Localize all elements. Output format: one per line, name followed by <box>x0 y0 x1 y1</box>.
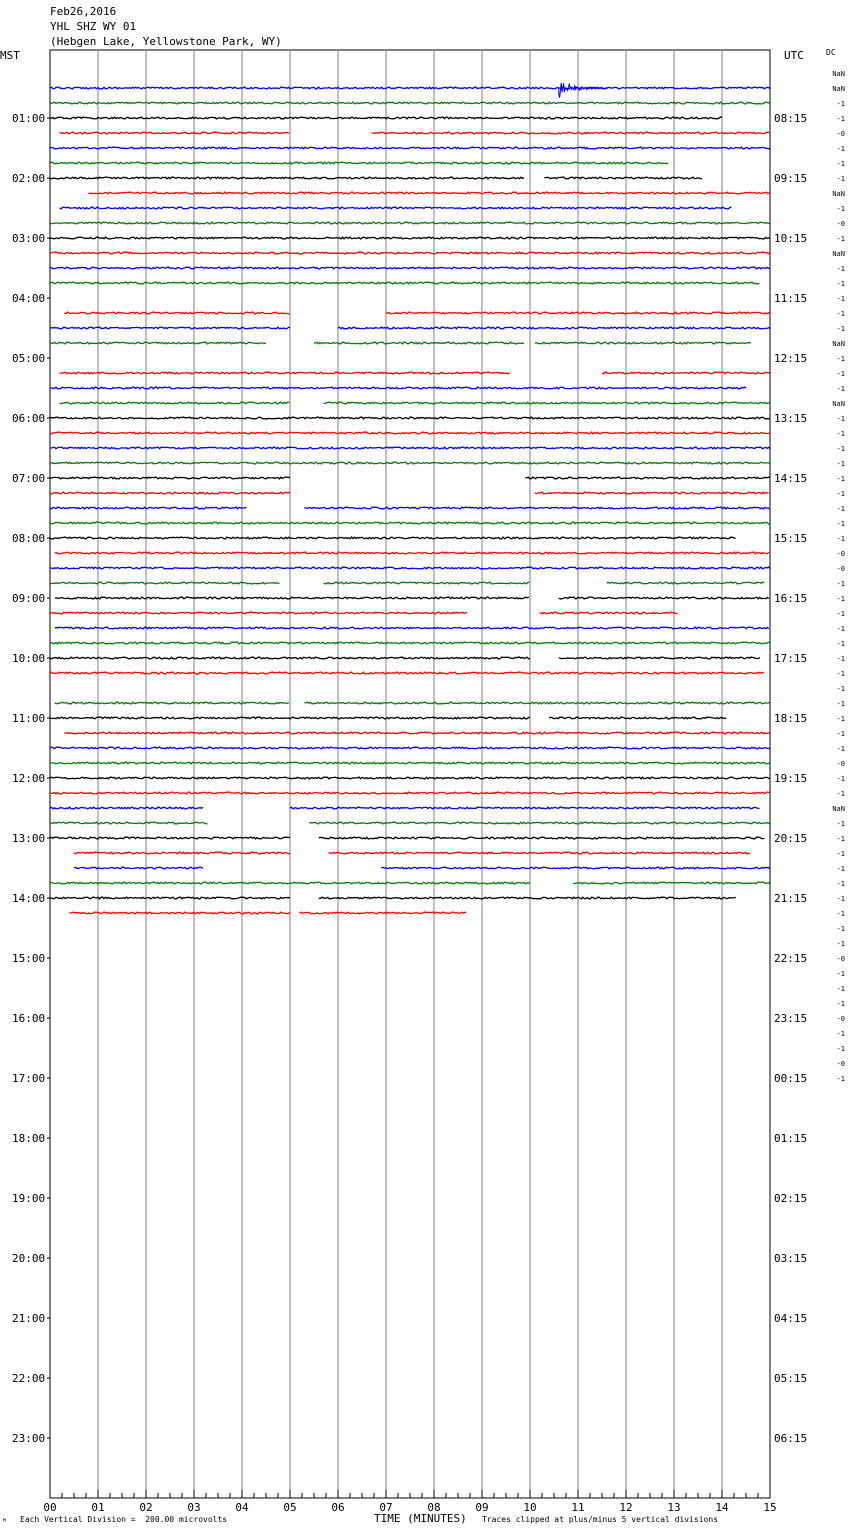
dc-offset-label: -1 <box>836 145 845 153</box>
seismic-trace-segment <box>50 672 764 674</box>
left-hour-label: 09:00 <box>12 592 46 605</box>
seismic-trace-segment <box>50 477 290 479</box>
seismic-trace-segment <box>50 147 770 149</box>
seismic-trace-segment <box>50 327 290 329</box>
left-hour-label: 02:00 <box>12 172 46 185</box>
seismic-trace-segment <box>338 327 770 329</box>
seismic-trace-segment <box>50 582 280 584</box>
dc-offset-label: -1 <box>836 655 845 663</box>
dc-offset-label: -1 <box>836 265 845 273</box>
dc-offset-label: -1 <box>836 490 845 498</box>
seismic-trace-segment <box>549 717 726 719</box>
right-hour-label: 05:15 <box>774 1372 808 1385</box>
right-hour-label: 13:15 <box>774 412 808 425</box>
left-hour-label: 20:00 <box>12 1252 46 1265</box>
dc-offset-label: NaN <box>832 70 845 78</box>
right-hour-label: 23:15 <box>774 1012 808 1025</box>
dc-offset-label: -1 <box>836 175 845 183</box>
x-tick-label: 07 <box>379 1501 393 1514</box>
dc-offset-label: -0 <box>836 130 845 138</box>
dc-offset-label: -1 <box>836 925 845 933</box>
dc-offset-label: -1 <box>836 295 845 303</box>
dc-offset-label: -1 <box>836 160 845 168</box>
dc-offset-label: -1 <box>836 310 845 318</box>
seismic-trace-segment <box>309 822 770 824</box>
x-tick-label: 09 <box>475 1501 489 1514</box>
x-tick-label: 08 <box>427 1501 441 1514</box>
seismic-trace-segment <box>64 312 289 314</box>
dc-offset-label: NaN <box>832 250 845 258</box>
dc-offset-label: -1 <box>836 850 845 858</box>
seismic-trace-segment <box>50 102 770 104</box>
dc-offset-label: -1 <box>836 355 845 363</box>
x-tick-label: 00 <box>43 1501 57 1514</box>
dc-offset-label: -1 <box>836 445 845 453</box>
seismic-trace-segment <box>74 867 203 869</box>
x-tick-label: 03 <box>187 1501 201 1514</box>
x-tick-label: 10 <box>523 1501 537 1514</box>
seismic-trace-segment <box>88 192 769 194</box>
seismic-trace-segment <box>535 342 751 344</box>
x-tick-label: 05 <box>283 1501 297 1514</box>
seismic-trace-segment <box>50 837 290 839</box>
dc-offset-label: -1 <box>836 475 845 483</box>
dc-offset-label: -1 <box>836 595 845 603</box>
dc-column-label: DC <box>826 48 836 57</box>
left-hour-label: 21:00 <box>12 1312 46 1325</box>
right-hour-label: 09:15 <box>774 172 808 185</box>
left-hour-label: 07:00 <box>12 472 46 485</box>
seismic-trace-segment <box>559 597 769 599</box>
dc-offset-label: -1 <box>836 730 845 738</box>
x-tick-label: 12 <box>619 1501 633 1514</box>
right-hour-label: 04:15 <box>774 1312 808 1325</box>
seismic-trace-segment <box>50 162 668 164</box>
seismic-trace-segment <box>324 402 769 404</box>
seismic-trace-segment <box>50 222 770 224</box>
left-timezone-label: MST <box>0 49 20 62</box>
seismic-trace-segment <box>50 87 770 89</box>
right-hour-label: 21:15 <box>774 892 808 905</box>
seismic-trace-segment <box>50 612 467 614</box>
x-tick-label: 11 <box>571 1501 585 1514</box>
left-hour-label: 05:00 <box>12 352 46 365</box>
left-hour-label: 15:00 <box>12 952 46 965</box>
left-hour-label: 22:00 <box>12 1372 46 1385</box>
right-hour-label: 16:15 <box>774 592 808 605</box>
seismic-trace-segment <box>60 372 510 374</box>
dc-offset-label: -1 <box>836 775 845 783</box>
left-hour-label: 19:00 <box>12 1192 46 1205</box>
left-hour-label: 12:00 <box>12 772 46 785</box>
x-tick-label: 02 <box>139 1501 153 1514</box>
seismic-trace-segment <box>50 447 770 449</box>
right-hour-label: 12:15 <box>774 352 808 365</box>
right-hour-label: 06:15 <box>774 1432 808 1445</box>
right-hour-label: 11:15 <box>774 292 808 305</box>
right-hour-label: 18:15 <box>774 712 808 725</box>
seismic-trace-segment <box>50 762 770 764</box>
seismic-trace-segment <box>50 522 770 524</box>
dc-offset-label: -1 <box>836 535 845 543</box>
clip-note: Traces clipped at plus/minus 5 vertical divisions <box>482 1515 719 1524</box>
x-tick-label: 15 <box>763 1501 777 1514</box>
seismic-trace-segment <box>50 567 770 569</box>
dc-offset-label: -1 <box>836 205 845 213</box>
left-hour-label: 10:00 <box>12 652 46 665</box>
seismic-trace-segment <box>60 402 290 404</box>
seismic-trace-segment <box>50 807 203 809</box>
right-hour-label: 08:15 <box>774 112 808 125</box>
left-hour-label: 13:00 <box>12 832 46 845</box>
header-station: YHL SHZ WY 01 <box>50 20 137 33</box>
right-hour-label: 02:15 <box>774 1192 808 1205</box>
dc-offset-label: -1 <box>836 520 845 528</box>
dc-offset-label: -1 <box>836 460 845 468</box>
dc-offset-label: -0 <box>836 550 845 558</box>
seismic-trace-segment <box>304 507 769 509</box>
seismic-trace-segment <box>74 852 290 854</box>
seismic-trace-segment <box>381 867 770 869</box>
left-hour-label: 18:00 <box>12 1132 46 1145</box>
dc-offset-label: -1 <box>836 985 845 993</box>
seismic-trace-segment <box>50 252 770 254</box>
seismic-trace-segment <box>314 342 524 344</box>
dc-offset-label: NaN <box>832 340 845 348</box>
seismic-trace-segment <box>300 912 467 914</box>
seismic-trace-segment <box>50 777 770 779</box>
dc-offset-label: -1 <box>836 115 845 123</box>
dc-offset-label: NaN <box>832 400 845 408</box>
right-hour-label: 19:15 <box>774 772 808 785</box>
left-hour-label: 11:00 <box>12 712 46 725</box>
seismic-trace-segment <box>50 387 746 389</box>
dc-offset-label: -1 <box>836 940 845 948</box>
x-tick-label: 04 <box>235 1501 249 1514</box>
dc-offset-label: -1 <box>836 1030 845 1038</box>
dc-offset-label: -1 <box>836 685 845 693</box>
seismic-trace-segment <box>319 897 736 899</box>
x-tick-label: 14 <box>715 1501 729 1514</box>
seismic-trace-segment <box>525 477 770 479</box>
dc-offset-label: -1 <box>836 715 845 723</box>
left-hour-label: 08:00 <box>12 532 46 545</box>
right-hour-label: 20:15 <box>774 832 808 845</box>
earthquake-event-burst <box>559 83 607 98</box>
left-hour-label: 14:00 <box>12 892 46 905</box>
footer-flag-icon: ᴹ <box>2 1517 7 1526</box>
right-hour-label: 17:15 <box>774 652 808 665</box>
seismic-trace-segment <box>50 342 266 344</box>
dc-offset-label: -1 <box>836 670 845 678</box>
dc-offset-label: -1 <box>836 820 845 828</box>
dc-offset-label: -1 <box>836 100 845 108</box>
dc-offset-label: -1 <box>836 610 845 618</box>
right-hour-label: 03:15 <box>774 1252 808 1265</box>
dc-offset-label: -0 <box>836 1015 845 1023</box>
seismic-trace-segment <box>372 132 769 134</box>
seismic-trace-segment <box>540 612 678 614</box>
seismic-trace-segment <box>50 177 524 179</box>
dc-offset-label: -1 <box>836 970 845 978</box>
left-hour-label: 17:00 <box>12 1072 46 1085</box>
x-tick-label: 01 <box>91 1501 105 1514</box>
seismic-trace-segment <box>50 642 770 644</box>
dc-offset-label: -1 <box>836 235 845 243</box>
left-hour-label: 01:00 <box>12 112 46 125</box>
dc-offset-label: -1 <box>836 370 845 378</box>
dc-offset-label: -1 <box>836 430 845 438</box>
dc-offset-label: -1 <box>836 790 845 798</box>
x-tick-label: 13 <box>667 1501 681 1514</box>
dc-offset-label: -0 <box>836 1060 845 1068</box>
dc-offset-label: -1 <box>836 280 845 288</box>
dc-offset-label: -1 <box>836 415 845 423</box>
left-hour-label: 06:00 <box>12 412 46 425</box>
x-tick-label: 06 <box>331 1501 345 1514</box>
seismic-trace-segment <box>50 492 290 494</box>
dc-offset-label: -1 <box>836 700 845 708</box>
right-hour-label: 22:15 <box>774 952 808 965</box>
dc-offset-label: -1 <box>836 880 845 888</box>
seismic-trace-segment <box>55 702 289 704</box>
seismic-trace-segment <box>50 432 770 434</box>
left-hour-label: 04:00 <box>12 292 46 305</box>
seismic-trace-segment <box>328 852 750 854</box>
seismic-trace-segment <box>50 267 770 269</box>
dc-offset-label: -0 <box>836 955 845 963</box>
dc-offset-label: -1 <box>836 865 845 873</box>
seismic-trace-segment <box>50 822 208 824</box>
seismic-trace-segment <box>50 417 770 419</box>
header-date: Feb26,2016 <box>50 5 117 18</box>
seismic-trace-segment <box>69 912 290 914</box>
right-hour-label: 14:15 <box>774 472 808 485</box>
seismic-trace-segment <box>50 282 760 284</box>
seismic-trace-segment <box>304 702 769 704</box>
header-location: (Hebgen Lake, Yellowstone Park, WY) <box>50 35 282 48</box>
seismic-trace-segment <box>559 657 760 659</box>
right-timezone-label: UTC <box>784 49 804 62</box>
dc-offset-label: -1 <box>836 1075 845 1083</box>
dc-offset-label: -1 <box>836 1045 845 1053</box>
dc-offset-label: -1 <box>836 895 845 903</box>
dc-offset-label: -1 <box>836 580 845 588</box>
seismic-trace-segment <box>544 177 702 179</box>
seismic-trace-segment <box>573 882 770 884</box>
seismic-trace-segment <box>64 732 769 734</box>
left-hour-label: 23:00 <box>12 1432 46 1445</box>
dc-offset-label: -0 <box>836 565 845 573</box>
seismic-trace-segment <box>55 552 769 554</box>
seismic-trace-segment <box>50 897 290 899</box>
seismic-trace-segment <box>324 582 529 584</box>
right-hour-label: 15:15 <box>774 532 808 545</box>
dc-offset-label: -1 <box>836 385 845 393</box>
dc-offset-label: NaN <box>832 805 845 813</box>
seismic-trace-segment <box>50 537 736 539</box>
x-axis-title: TIME (MINUTES) <box>374 1512 467 1525</box>
seismic-trace-segment <box>50 462 770 464</box>
dc-offset-label: -1 <box>836 1000 845 1008</box>
seismic-trace-segment <box>60 207 732 209</box>
seismic-trace-segment <box>55 597 529 599</box>
dc-offset-label: -1 <box>836 625 845 633</box>
dc-offset-label: -0 <box>836 760 845 768</box>
dc-offset-label: -1 <box>836 835 845 843</box>
right-hour-label: 10:15 <box>774 232 808 245</box>
dc-offset-label: -1 <box>836 325 845 333</box>
dc-offset-label: -1 <box>836 745 845 753</box>
dc-offset-label: -1 <box>836 505 845 513</box>
dc-offset-label: NaN <box>832 85 845 93</box>
dc-offset-label: -1 <box>836 910 845 918</box>
right-hour-label: 00:15 <box>774 1072 808 1085</box>
seismic-trace-segment <box>50 507 247 509</box>
seismic-trace-segment <box>535 492 769 494</box>
seismic-trace-segment <box>50 747 770 749</box>
seismic-trace-segment <box>290 807 760 809</box>
dc-offset-label: -1 <box>836 640 845 648</box>
seismic-trace-segment <box>607 582 765 584</box>
vertical-division-note: Each Vertical Division = 200.00 microvolts <box>20 1515 228 1524</box>
left-hour-label: 16:00 <box>12 1012 46 1025</box>
right-hour-label: 01:15 <box>774 1132 808 1145</box>
seismic-trace-segment <box>55 627 769 629</box>
left-hour-label: 03:00 <box>12 232 46 245</box>
seismic-trace-segment <box>50 237 770 239</box>
dc-offset-label: -0 <box>836 220 845 228</box>
seismic-trace-segment <box>602 372 770 374</box>
seismic-trace-segment <box>50 792 770 794</box>
dc-offset-label: NaN <box>832 190 845 198</box>
seismic-trace-segment <box>60 132 290 134</box>
